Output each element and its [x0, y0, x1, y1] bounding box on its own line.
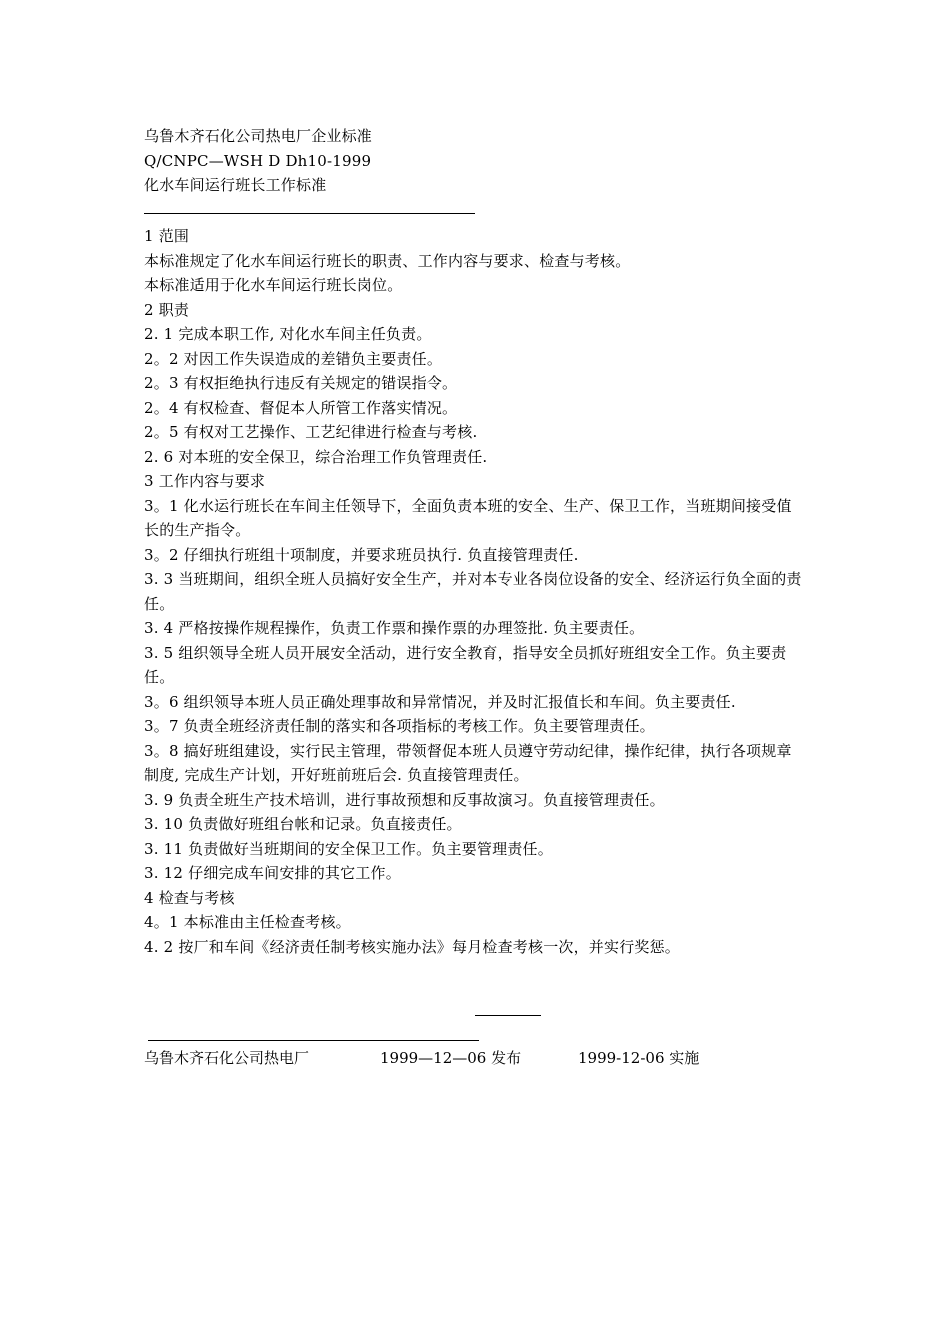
- document-body: [144, 224, 824, 959]
- paragraph: 4。1 本标准由主任检查考核。: [144, 913, 351, 931]
- paragraph: 3。8 搞好班组建设，实行民主管理，带领督促本班人员遵守劳动纪律，操作纪律，执行各项规章制度, 完成生产计划，开好班前班后会. 负直接管理责任。: [144, 741, 792, 784]
- standard-code: Q/CNPC—WSH D Dh10-1999: [144, 151, 372, 170]
- paragraph: 3. 4 严格按操作规程操作，负责工作票和操作票的办理签批. 负主要责任。: [144, 619, 645, 637]
- paragraph: 2。4 有权检查、督促本人所管工作落实情况。: [144, 398, 458, 417]
- footer-published-date: 1999—12—06 发布: [380, 1049, 522, 1067]
- paragraph: 3. 10 负责做好班组台帐和记录。负直接责任。: [144, 815, 462, 833]
- document-title: 化水车间运行班长工作标准: [144, 176, 327, 194]
- paragraph: 2。3 有权拒绝执行违反有关规定的错误指令。: [144, 374, 458, 392]
- header-divider: [144, 213, 475, 214]
- paragraph: 4. 2 按厂和车间《经济责任制考核实施办法》每月检查考核一次，并实行奖惩。: [144, 937, 680, 956]
- section-heading: 2 职责: [144, 300, 190, 319]
- company-standard: 乌鲁木齐石化公司热电厂企业标准: [144, 127, 373, 145]
- paragraph: 3. 5 组织领导全班人员开展安全活动，进行安全教育，指导安全员抓好班组安全工作。负主要责任。: [144, 643, 787, 686]
- section-heading: 4 检查与考核: [144, 888, 235, 907]
- paragraph: 3. 11 负责做好当班期间的安全保卫工作。负主要管理责任。: [144, 839, 553, 858]
- end-mark-line: [475, 1015, 541, 1016]
- paragraph: 3。6 组织领导本班人员正确处理事故和异常情况，并及时汇报值长和车间。负主要责任.: [144, 692, 736, 711]
- footer-effective-date: 1999-12-06 实施: [578, 1049, 700, 1067]
- paragraph: 3. 3 当班期间，组织全班人员搞好安全生产，并对本专业各岗位设备的安全、经济运行负全面的责任。: [144, 570, 802, 613]
- paragraph: 2. 1 完成本职工作, 对化水车间主任负责。: [144, 325, 432, 343]
- footer-issuer: 乌鲁木齐石化公司热电厂: [144, 1049, 310, 1067]
- paragraph: 3。1 化水运行班长在车间主任领导下，全面负责本班的安全、生产、保卫工作，当班期间接受值长的生产指令。: [144, 496, 792, 539]
- paragraph: 本标准规定了化水车间运行班长的职责、工作内容与要求、检查与考核。: [144, 251, 631, 270]
- footer-divider: [148, 1040, 479, 1041]
- paragraph: 2。2 对因工作失误造成的差错负主要责任。: [144, 349, 443, 368]
- paragraph: 3. 9 负责全班生产技术培训，进行事故预想和反事故演习。负直接管理责任。: [144, 790, 665, 809]
- paragraph: 2. 6 对本班的安全保卫，综合治理工作负管理责任.: [144, 447, 488, 466]
- document-header: [144, 124, 824, 198]
- paragraph: 3。7 负责全班经济责任制的落实和各项指标的考核工作。负主要管理责任。: [144, 717, 655, 735]
- section-heading: 1 范围: [144, 227, 190, 245]
- paragraph: 3. 12 仔细完成车间安排的其它工作。: [144, 864, 401, 882]
- section-heading: 3 工作内容与要求: [144, 472, 266, 490]
- paragraph: 3。2 仔细执行班组十项制度，并要求班员执行. 负直接管理责任.: [144, 545, 579, 564]
- paragraph: 2。5 有权对工艺操作、工艺纪律进行检查与考核.: [144, 423, 478, 441]
- paragraph: 本标准适用于化水车间运行班长岗位。: [144, 276, 403, 294]
